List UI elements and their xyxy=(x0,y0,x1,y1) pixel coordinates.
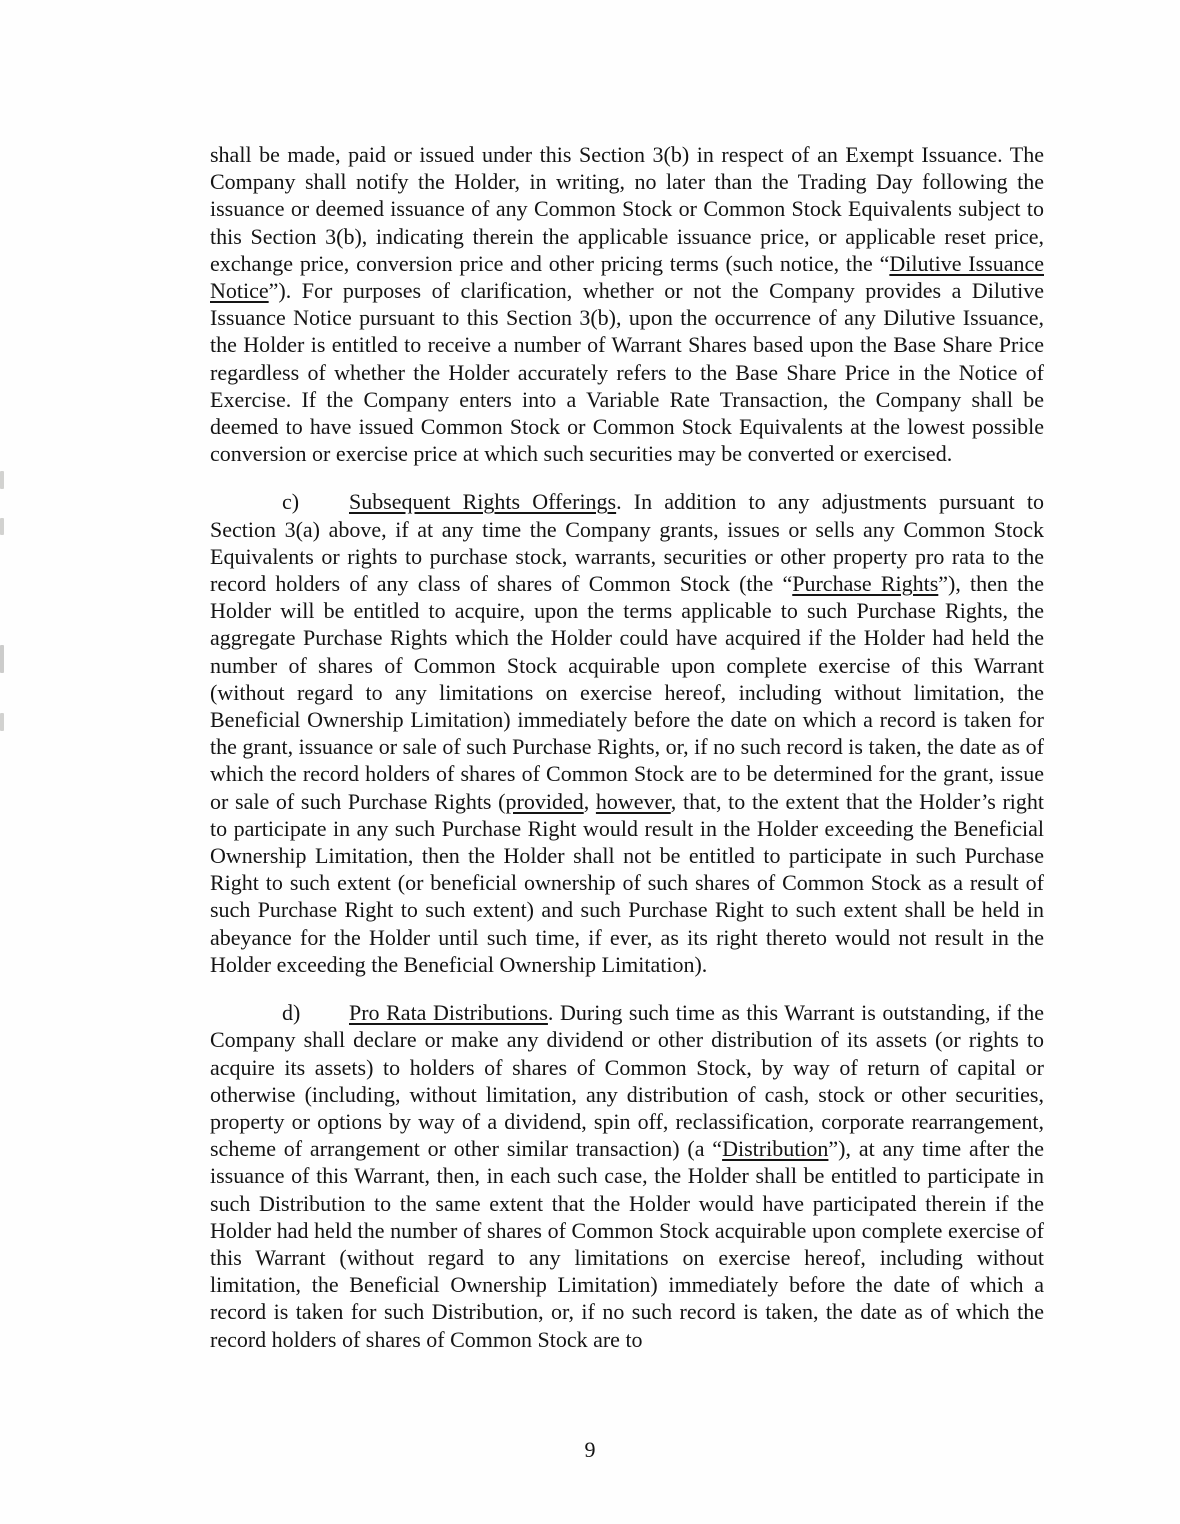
body-text: ”). For purposes of clarification, whether or not the Company provides a Dilutive Issuance Notice pursuant to this Section 3(b), upon the occurrence of any Dilutive Issuance, the Holder is entitled to receive a number of Warrant Shares based upon the Base Share Price regardless of whether the Holder accurately refers to the Base Share Price in the Notice of Exercise. If the Company enters into a Variable Rate Transaction, the Company shall be deemed to have issued Common Stock or Common Stock Equivalents at the lowest possible conversion or exercise price at which such securities may be converted or exercised. xyxy=(210,278,1044,467)
clause-label-d: d) xyxy=(282,1000,301,1026)
body-text: shall be made, paid or issued under this Section 3(b) in respect of an Exempt Issuance. The Company shall notify the Holder, in writing, no later than the Trading Day following the issuance or deemed issuance of any Common Stock or Common Stock Equivalents subject to this Section 3(b), indicating therein the applicable issuance price, or applicable reset price, exchange price, conversion price and other pricing terms (such notice, the “ xyxy=(210,142,1044,276)
body-text: ”), then the Holder will be entitled to acquire, upon the terms applicable to such Purchase Rights, the aggregate Purchase Rights which the Holder could have acquired if the Holder had held the number of shares of Common Stock acquirable upon complete exercise of this Warrant (without regard to any limitations on exercise hereof, including without limitation, the Beneficial Ownership Limitation) immediately before the date on which a record is taken for the grant, issuance or sale of such Purchase Rights, or, if no such record is taken, the date as of which the record holders of shares of Common Stock are to be determined for the grant, issue or sale of such Purchase Rights ( xyxy=(210,571,1044,814)
section-heading-subsequent-rights-offerings: Subsequent Rights Offerings xyxy=(349,489,617,515)
document-body xyxy=(210,141,1044,1374)
page-number: 9 xyxy=(584,1437,596,1462)
clause-label-c: c) xyxy=(282,489,300,515)
term-provided: provided xyxy=(505,788,584,814)
defined-term-dilutive-issuance-notice: Dilutive Issuance Notice xyxy=(210,250,1044,304)
section-heading-pro-rata-distributions: Pro Rata Distributions xyxy=(349,1000,548,1026)
body-text: . In addition to any adjustments pursuant to Section 3(a) above, if at any time the Company grants, issues or sells any Common Stock Equivalents or rights to purchase stock, warrants, securities or other property pro rata to the record holders of any class of shares of Common Stock (the “ xyxy=(210,489,1044,597)
scan-artifact xyxy=(0,645,4,673)
body-text: ”), at any time after the issuance of this Warrant, then, in each such case, the Holder shall be entitled to participate in such Distribution to the same extent that the Holder would have participated therein if the Holder had held the number of shares of Common Stock acquirable upon complete exercise of this Warrant (without regard to any limitations on exercise hereof, including without limitation, the Beneficial Ownership Limitation) immediately before the date of which a record is taken for such Distribution, or, if no such record is taken, the date as of which the record holders of shares of Common Stock are to xyxy=(210,1136,1044,1352)
paragraph-subsequent-rights-offerings xyxy=(210,488,1044,978)
scan-artifact xyxy=(0,713,4,731)
term-however: however xyxy=(595,788,671,814)
body-text: . During such time as this Warrant is outstanding, if the Company shall declare or make any dividend or other distribution of its assets (or rights to acquire its assets) to holders of shares of Common Stock, by way of return of capital or otherwise (including, without limitation, any distribution of cash, stock or other securities, property or options by way of a dividend, spin off, reclassification, corporate rearrangement, scheme of arrangement or other similar transaction) (a “ xyxy=(210,1000,1045,1162)
paragraph-continuation xyxy=(210,141,1044,467)
body-text: , that, to the extent that the Holder’s right to participate in any such Purchase Right would result in the Holder exceeding the Beneficial Ownership Limitation, then the Holder shall not be entitled to participate in such Purchase Right to such extent (or beneficial ownership of such shares of Common Stock as a result of such Purchase Right to such extent) and such Purchase Right to such extent shall be held in abeyance for the Holder until such time, if ever, as its right thereto would not result in the Holder exceeding the Beneficial Ownership Limitation). xyxy=(210,788,1045,977)
defined-term-purchase-rights: Purchase Rights xyxy=(792,571,939,597)
body-text: , xyxy=(583,788,596,814)
scan-artifact xyxy=(0,471,4,489)
scan-artifact xyxy=(0,518,4,535)
defined-term-distribution: Distribution xyxy=(722,1136,829,1162)
paragraph-pro-rata-distributions xyxy=(210,999,1044,1353)
